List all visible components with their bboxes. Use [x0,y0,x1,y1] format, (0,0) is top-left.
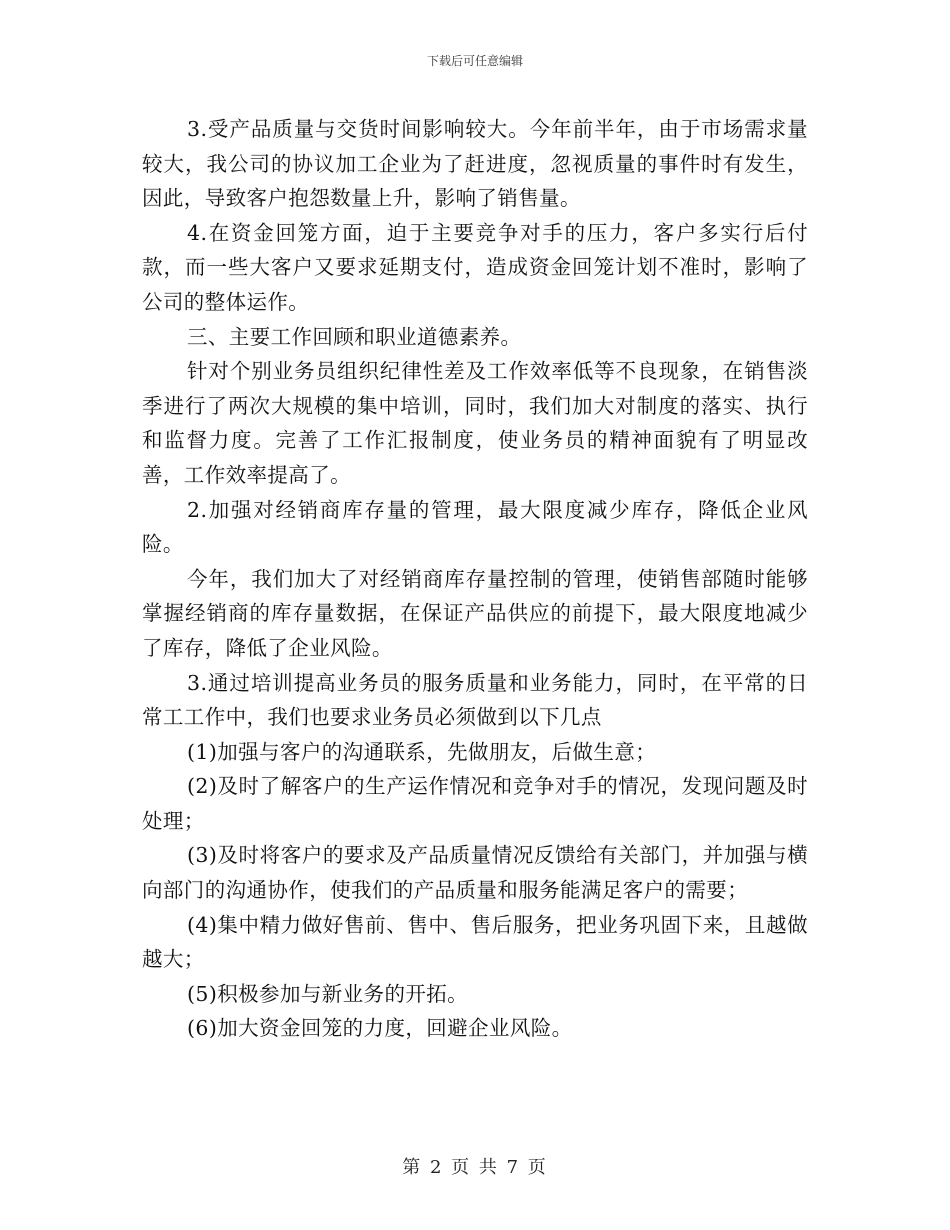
list-item-6: (6)加大资金回笼的力度，回避企业风险。 [187,1016,573,1041]
paragraph-training: 针对个别业务员组织纪律性差及工作效率低等不良现象，在销售淡季进行了两次大规模的集中培训，同时，我们加大对制度的落实、执行和监督力度。完善了工作汇报制度，使业务员的精神面貌有了明显改善，工作效率提高了。 [142,359,808,487]
section-heading-work-review: 三、主要工作回顾和职业道德素养。 [187,324,522,349]
download-edit-note: 下载后可任意编辑 [426,54,523,68]
paragraph-inventory-heading: 2.加强对经销商库存量的管理，最大限度减少库存，降低企业风险。 [142,497,808,557]
list-item-3: (3)及时将客户的要求及产品质量情况反馈给有关部门，并加强与横向部门的沟通协作，使我们的产品质量和服务能满足客户的需要； [142,843,808,903]
document-body [142,112,808,1046]
page-number-footer: 第 2 页 共 7 页 [402,1157,548,1178]
paragraph-service-training: 3.通过培训提高业务员的服务质量和业务能力，同时，在平常的日常工工作中，我们也要求业务员必须做到以下几点 [142,670,808,730]
list-item-2: (2)及时了解客户的生产运作情况和竞争对手的情况，发现问题及时处理； [142,774,808,833]
paragraph-quality-delivery: 3.受产品质量与交货时间影响较大。今年前半年，由于市场需求量较大，我公司的协议加工企业为了赶进度，忽视质量的事件时有发生，因此，导致客户抱怨数量上升，影响了销售量。 [142,117,808,211]
paragraph-inventory-detail: 今年，我们加大了对经销商库存量控制的管理，使销售部随时能够掌握经销商的库存量数据，在保证产品供应的前提下，最大限度地减少了库存，降低了企业风险。 [142,566,808,660]
list-item-5: (5)积极参加与新业务的开拓。 [187,981,469,1006]
list-item-4: (4)集中精力做好售前、售中、售后服务，把业务巩固下来，且越做越大； [142,912,808,972]
list-item-1: (1)加强与客户的沟通联系，先做朋友，后做生意； [187,739,657,764]
paragraph-fund-recovery: 4.在资金回笼方面，迫于主要竞争对手的压力，客户多实行后付款，而一些大客户又要求延期支付，造成资金回笼计划不准时，影响了公司的整体运作。 [142,220,808,314]
